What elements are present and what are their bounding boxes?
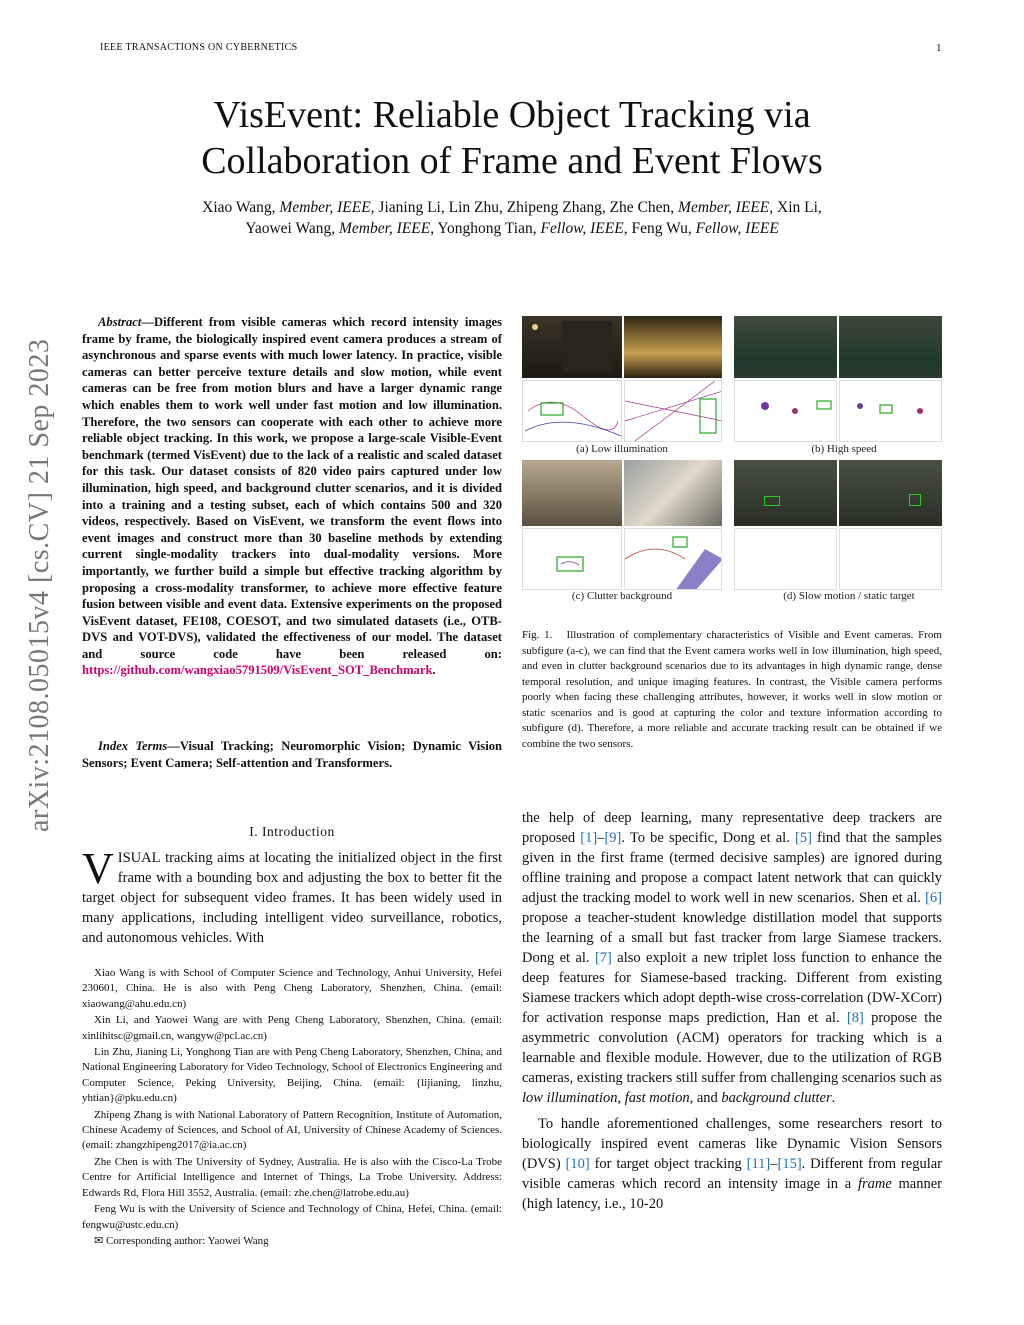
footnote-corresponding: ✉ Corresponding author: Yaowei Wang (94, 1234, 269, 1247)
section-heading: I. Introduction (249, 824, 335, 839)
paper-title (100, 92, 924, 184)
drop-cap: V (82, 844, 114, 893)
visible-frame-high-speed-1 (734, 316, 837, 378)
abstract-label: Abstract (98, 315, 142, 329)
visible-frame-clutter-2 (624, 460, 722, 526)
event-frame-slow-2 (839, 528, 942, 590)
visible-frame-slow-2 (839, 460, 942, 526)
index-terms-label: Index Terms (98, 739, 168, 753)
visible-frame-clutter-1 (522, 460, 622, 526)
event-frame-clutter-1 (522, 528, 622, 590)
visible-frame-low-illumination (522, 316, 622, 378)
author-list (110, 197, 914, 239)
figure-caption: Fig. 1. Illustration of complementary characteristics of Visible and Event cameras. From subfigure (a-c), we can find that the Event camera works well in low illumination, high speed, and even in clutter background scenarios due to its advantages in high dynamic range, dense temporal resolution, and unique imaging features. In contrast, the Visible camera performs poorly when facing these challenging attributes, however, it works well in slow motion or static scenarios and is good at capturing the color and texture information according to subfigure (d). Therefore, a more reliable and accurate tracking result can be obtained if we combine the two sensors. (522, 629, 942, 750)
event-noise-c2 (625, 529, 722, 590)
arxiv-stamp: arXiv:2108.05015v4 [cs.CV] 21 Sep 2023 (24, 338, 55, 832)
footnote: Xiao Wang is with School of Computer Science and Technology, Anhui University, Hefei 230601, China. He is also with Peng Cheng Laboratory, Shenzhen, China. (email: xiaowang@ahu.edu.cn) (82, 967, 502, 1010)
event-noise-a1 (523, 381, 622, 442)
intro-paragraph: VISUAL tracking aims at locating the initialized object in the first frame with a bounding box and adjusting the box to better fit the target object for subsequent video frames. It has been widely used in many applications, including intelligent video surveillance, robotics, and autonomous vehicles. With (82, 844, 502, 946)
footnote: Zhe Chen is with The University of Sydney, Australia. He is also with the Cisco-La Trobe Centre for Artificial Intelligence and Internet of Things, La Trobe University. Address: Edwards Rd, Flora Hill 3552, Australia. (email: zhe.chen@latrobe.edu.au) (82, 1155, 502, 1199)
event-frame-dusk (624, 380, 722, 442)
caption-label: Fig. 1. (522, 629, 553, 641)
sublabel-b: (b) High speed (811, 443, 877, 455)
dataset-link[interactable]: https://github.com/wangxiao5791509/VisEvent_SOT_Benchmark (82, 663, 433, 678)
footnote: Xin Li, and Yaowei Wang are with Peng Cheng Laboratory, Shenzhen, China. (email: xinlihitsc@gmail.cn, wangyw@pcl.ac.cn) (82, 1014, 502, 1042)
footnote: Lin Zhu, Jianing Li, Yonghong Tian are with Peng Cheng Laboratory, Shenzhen, China, and National Engineering Laboratory for Video Technology, School of Electronics Engineering and Computer Science, Peking University, Beijing, China. (email: {lijianing, linzhu, yhtian}@pku.edu.cn) (82, 1046, 502, 1105)
event-frame-slow-1 (734, 528, 837, 590)
footnotes (82, 966, 502, 1250)
visible-frame-slow-1 (734, 460, 837, 526)
abstract: Abstract—Different from visible cameras which record intensity images frame by frame, the biologically inspired event camera produces a stream of asynchronous and sparse events with much lower latency. In practice, visible cameras can better perceive texture details and slow motion, while event cameras can be free from motion blurs and have a larger dynamic range which enables them to work well under fast motion and low illumination. Therefore, the two sensors can cooperate with each other to achieve more reliable object tracking. In this work, we propose a large-scale Visible-Event benchmark (termed VisEvent) due to the lack of a realistic and scaled dataset for this task. Our dataset consists of 820 video pairs captured under low illumination, high speed, and background clutter scenarios, and it is divided into a training and a testing subset, each of which contains 500 and 320 videos, respectively. Based on VisEvent, we transform the event flows into event images and construct more than 30 baseline methods by extending current single-modality trackers into dual-modality versions. More importantly, we further build a simple but effective tracking algorithm by proposing a cross-modality transformer, to achieve more effective feature fusion between visible and event data. Extensive experiments on the proposed VisEvent dataset, FE108, COESOT, and two simulated datasets (i.e., OTB-DVS and VOT-DVS), validated the effectiveness of our model. The dataset and source code have been released on: https://github.com/wangxiao5791509/VisEvent_SOT_Benchmark. (82, 315, 502, 678)
visible-frame-dusk (624, 316, 722, 378)
author-line-2: Yaowei Wang, Member, IEEE, Yonghong Tian, Fellow, IEEE, Feng Wu, Fellow, IEEE (245, 220, 779, 237)
sublabel-c: (c) Clutter background (571, 590, 673, 602)
abstract-text: —Different from visible cameras which record intensity images frame by frame, the biologically inspired event camera produces a stream of asynchronous and sparse events with much lower latency. In practice, visible cameras can better perceive texture details and slow motion, while event cameras can be free from motion blurs and have a larger dynamic range which enables them to work well under fast motion and low illumination. Therefore, the two sensors can cooperate with each other to achieve more reliable object tracking. In this work, we propose a large-scale Visible-Event benchmark (termed VisEvent) due to the lack of a realistic and scaled dataset for this task. Our dataset consists of 820 video pairs captured under low illumination, high speed, and background clutter scenarios, and it is divided into a training and a testing subset, each of which contains 500 and 320 videos, respectively. Based on VisEvent, we transform the event flows into event images and construct more than 30 baseline methods by extending current single-modality trackers into dual-modality versions. More importantly, we further build a simple but effective tracking algorithm by proposing a cross-modality transformer, to achieve more effective feature fusion between visible and event data. Extensive experiments on the proposed VisEvent dataset, FE108, COESOT, and two simulated datasets (i.e., OTB-DVS and VOT-DVS), validated the effectiveness of our model. The dataset and source code have been released on: (82, 315, 502, 661)
index-terms: Index Terms—Visual Tracking; Neuromorphic Vision; Dynamic Vision Sensors; Event Camera; Self-attention and Transformers. (82, 739, 502, 770)
right-column-body (522, 808, 942, 1220)
event-frame-high-speed-2 (839, 380, 942, 442)
author-line-1: Xiao Wang, Member, IEEE, Jianing Li, Lin Zhu, Zhipeng Zhang, Zhe Chen, Member, IEEE, Xin Li, (202, 199, 822, 216)
footnote: Feng Wu is with the University of Science and Technology of China, Hefei, China. (email: fengwu@ustc.edu.cn) (82, 1203, 502, 1231)
event-frame-high-speed-1 (734, 380, 837, 442)
paragraph: To handle aforementioned challenges, some researchers resort to biologically inspired event cameras like Dynamic Vision Sensors (DVS) [10] for target object tracking [11]–[15]. Different from regular visible cameras which record an intensity image in a frame manner (high latency, i.e., 10-20 (522, 1116, 942, 1212)
sublabel-d: (d) Slow motion / static target (783, 590, 915, 602)
event-frame-clutter-2 (624, 528, 722, 590)
page-number: 1 (936, 42, 942, 54)
event-frame-low-illumination (522, 380, 622, 442)
figure-1 (522, 316, 942, 606)
title-line-2: Collaboration of Frame and Event Flows (201, 140, 823, 182)
paragraph: the help of deep learning, many representative deep trackers are proposed [1]–[9]. To be specific, Dong et al. [5] find that the samples given in the first frame (termed decisive samples) are ignored during offline training and propose a compact latent network that can quickly adjust the tracking model to work well in new scenarios. Shen et al. [6] propose a teacher-student knowledge distillation model that supports the learning of a small but fast tracker from large Siamese trackers. Dong et al. [7] also exploit a new triplet loss function to enhance the deep features for Siamese-based tracking. Different from existing Siamese trackers which adopt depth-wise cross-correlation (DW-XCorr) for activation response maps prediction, Han et al. [8] propose the asymmetric convolution (ACM) operators for tracking which is a learnable and flexible module. However, due to the utilization of RGB cameras, existing trackers still suffer from challenging scenarios such as low illumination, fast motion, and background clutter. (522, 810, 942, 1106)
event-noise-c1 (523, 529, 622, 590)
event-noise-b2 (840, 381, 942, 442)
footnote: Zhipeng Zhang is with National Laboratory of Pattern Recognition, Institute of Automation, Chinese Academy of Sciences, and School of AI, University of Chinese Academy of Sciences. (email: zhangzhipeng2017@ia.ac.cn) (82, 1108, 502, 1152)
event-noise-a2 (625, 381, 722, 442)
running-header: IEEE TRANSACTIONS ON CYBERNETICS (100, 42, 298, 53)
sublabel-a: (a) Low illumination (576, 443, 668, 455)
event-noise-b1 (735, 381, 837, 442)
visible-frame-high-speed-2 (839, 316, 942, 378)
title-line-1: VisEvent: Reliable Object Tracking via (213, 94, 811, 136)
